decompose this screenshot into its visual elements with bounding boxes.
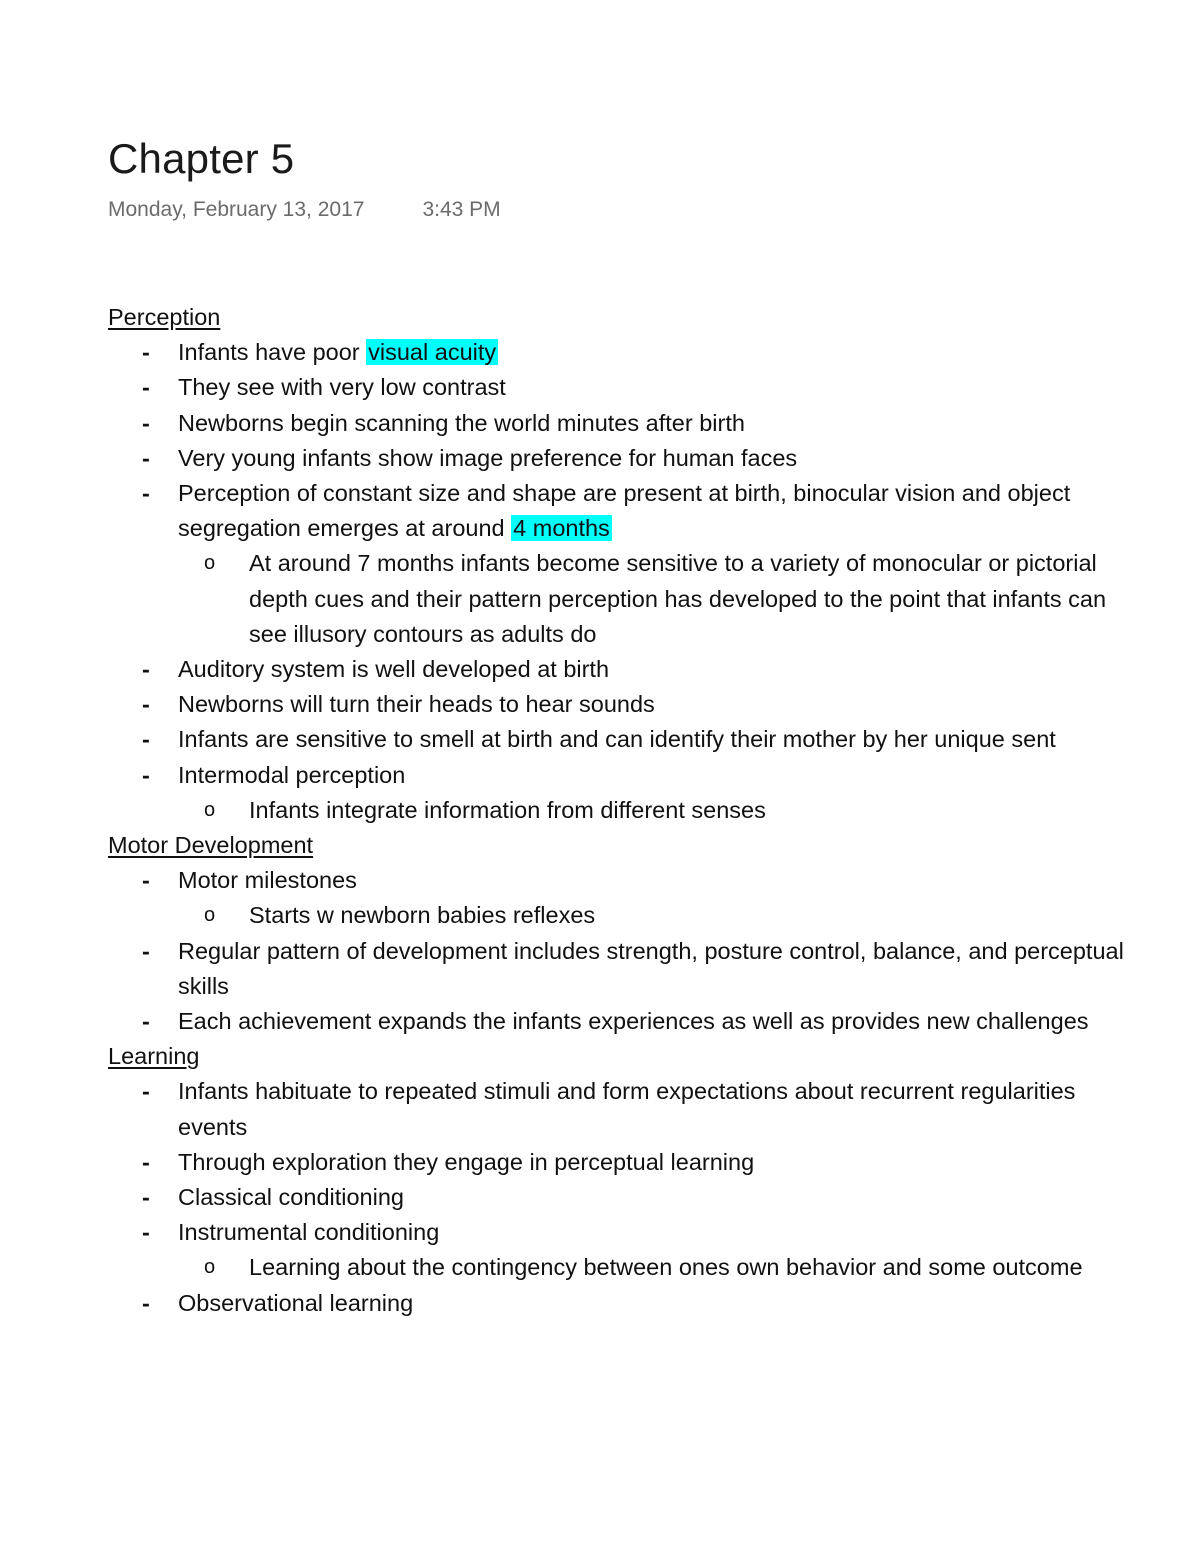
item-text: Very young infants show image preference for human faces [178, 444, 798, 471]
item-text: Each achievement expands the infants experiences as well as provides new challenges [178, 1008, 1089, 1035]
item-text: Newborns will turn their heads to hear sounds [178, 691, 655, 718]
page-title: Chapter 5 [108, 135, 295, 182]
dash-bullet: - [142, 444, 150, 471]
list-item [108, 476, 1138, 546]
section-heading-learning: Learning [108, 1043, 200, 1070]
dash-bullet: - [142, 339, 150, 366]
note-timestamp [108, 196, 1138, 224]
highlighted-text: visual acuity [368, 339, 497, 366]
circle-bullet: o [204, 798, 216, 821]
circle-bullet: o [204, 552, 216, 575]
item-text: Starts w newborn babies reflexes [249, 902, 596, 929]
item-text: Intermodal perception [178, 761, 406, 788]
sub-list-item [108, 898, 1138, 933]
item-text: Observational learning [178, 1289, 414, 1316]
item-text: Learning about the contingency between ones own behavior and some outcome [249, 1254, 1083, 1281]
section-heading-motor-development: Motor Development [108, 832, 314, 859]
note-time: 3:43 PM [422, 198, 501, 221]
list-item [108, 934, 1138, 1004]
dash-bullet: - [142, 1078, 150, 1105]
list-item [108, 1074, 1138, 1144]
item-text: At around 7 months infants become sensitive to a variety of monocular or pictorial depth cues and their pattern perception has developed to the point that infants can see illusory contours as adults do [249, 550, 1107, 647]
list-item [108, 863, 1138, 898]
item-text: Through exploration they engage in perceptual learning [178, 1148, 755, 1175]
list-item [108, 652, 1138, 687]
dash-bullet: - [142, 937, 150, 964]
list-item [108, 1180, 1138, 1215]
item-text: Perception of constant size and shape are present at birth, binocular vision and object segregation emerges at around [178, 480, 1071, 542]
dash-bullet: - [142, 480, 150, 507]
dash-bullet: - [142, 761, 150, 788]
dash-bullet: - [142, 1148, 150, 1175]
dash-bullet: - [142, 1008, 150, 1035]
item-text: They see with very low contrast [178, 374, 506, 401]
dash-bullet: - [142, 1219, 150, 1246]
note-page [108, 130, 1138, 1321]
item-text: Instrumental conditioning [178, 1219, 440, 1246]
highlighted-text: 4 months [513, 515, 610, 542]
item-text: Classical conditioning [178, 1184, 404, 1211]
sub-list-item [108, 1250, 1138, 1285]
list-item [108, 722, 1138, 757]
list-item [108, 1004, 1138, 1039]
list-item [108, 370, 1138, 405]
dash-bullet: - [142, 1289, 150, 1316]
item-text: Newborns begin scanning the world minutes after birth [178, 409, 745, 436]
circle-bullet: o [204, 1256, 216, 1279]
list-item [108, 1145, 1138, 1180]
item-text: Infants habituate to repeated stimuli and form expectations about recurrent regularities events [178, 1078, 1076, 1140]
list-item [108, 1286, 1138, 1321]
dash-bullet: - [142, 1184, 150, 1211]
list-item [108, 1215, 1138, 1250]
item-text: Infants are sensitive to smell at birth and can identify their mother by her unique sent [178, 726, 1056, 753]
item-text: Auditory system is well developed at birth [178, 656, 610, 683]
dash-bullet: - [142, 656, 150, 683]
list-item [108, 687, 1138, 722]
item-text: Motor milestones [178, 867, 357, 894]
dash-bullet: - [142, 691, 150, 718]
dash-bullet: - [142, 726, 150, 753]
list-item [108, 406, 1138, 441]
list-item [108, 758, 1138, 793]
note-date: Monday, February 13, 2017 [108, 198, 365, 221]
note-body [108, 300, 1138, 1321]
dash-bullet: - [142, 867, 150, 894]
dash-bullet: - [142, 374, 150, 401]
dash-bullet: - [142, 409, 150, 436]
sub-list-item [108, 546, 1138, 652]
sub-list-item [108, 793, 1138, 828]
item-text: Infants integrate information from different senses [249, 796, 766, 823]
list-item [108, 335, 1138, 370]
section-heading-perception: Perception [108, 304, 221, 330]
item-text: Regular pattern of development includes strength, posture control, balance, and perceptual skills [178, 937, 1124, 999]
item-text: Infants have poor [178, 339, 367, 366]
list-item [108, 441, 1138, 476]
circle-bullet: o [204, 904, 216, 927]
